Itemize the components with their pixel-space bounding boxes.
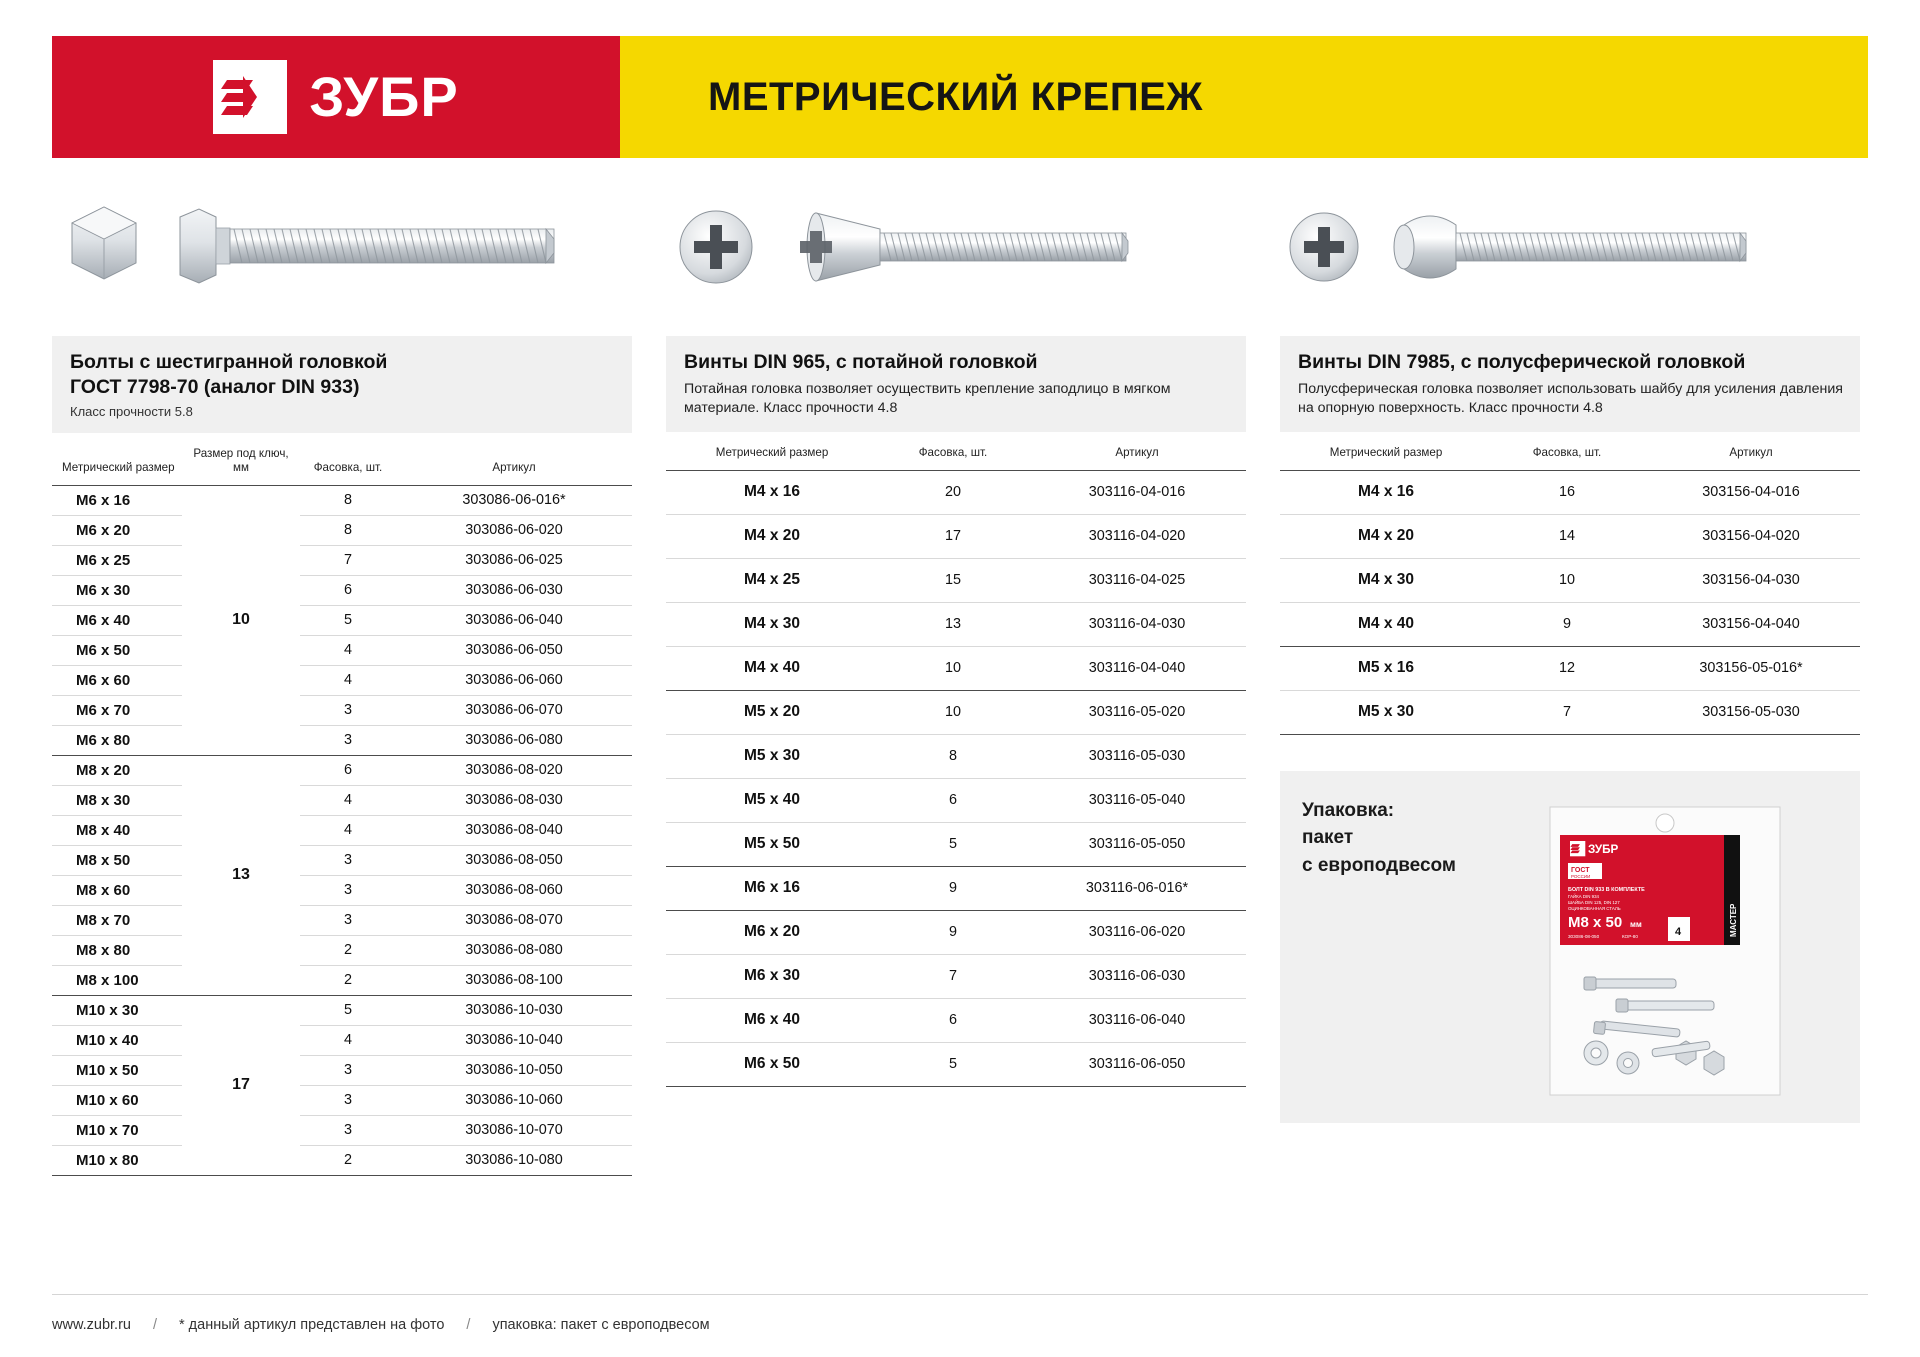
cell-article: 303156-04-020 bbox=[1642, 514, 1860, 558]
cell-pack-qty: 10 bbox=[878, 646, 1028, 690]
svg-text:4: 4 bbox=[1675, 925, 1682, 938]
cell-size: M8 x 20 bbox=[52, 755, 182, 785]
footer-website[interactable]: www.zubr.ru bbox=[52, 1317, 131, 1333]
cell-wrench-size: 13 bbox=[182, 755, 300, 995]
cell-article: 303156-04-040 bbox=[1642, 602, 1860, 646]
cell-pack-qty: 3 bbox=[300, 845, 396, 875]
cell-article: 303116-06-020 bbox=[1028, 910, 1246, 954]
cell-pack-qty: 8 bbox=[300, 515, 396, 545]
cell-size: M6 x 80 bbox=[52, 725, 182, 755]
col-header-pack: Фасовка, шт. bbox=[878, 438, 1028, 470]
table-row bbox=[666, 734, 1246, 778]
cell-size: M6 x 70 bbox=[52, 695, 182, 725]
brand-logo-block bbox=[52, 36, 620, 158]
cell-pack-qty: 7 bbox=[1492, 690, 1642, 734]
table-row bbox=[666, 646, 1246, 690]
table-row bbox=[1280, 646, 1860, 690]
table-row bbox=[52, 545, 632, 575]
cell-pack-qty: 17 bbox=[878, 514, 1028, 558]
cell-size: M10 x 50 bbox=[52, 1055, 182, 1085]
din965-subtitle: Потайная головка позволяет осуществить крепление заподлицо в мягком материале. Класс прочности 4.8 bbox=[684, 380, 1171, 417]
footer-note-photo: * данный артикул представлен на фото bbox=[179, 1317, 445, 1333]
col-header-article: Артикул bbox=[1642, 438, 1860, 470]
cell-article: 303086-08-020 bbox=[396, 755, 632, 785]
table-row bbox=[52, 515, 632, 545]
table-row bbox=[52, 845, 632, 875]
table-header-row bbox=[1280, 438, 1860, 470]
cell-size: M10 x 40 bbox=[52, 1025, 182, 1055]
table-row bbox=[52, 935, 632, 965]
table-row bbox=[666, 514, 1246, 558]
table-row bbox=[666, 998, 1246, 1042]
cell-pack-qty: 3 bbox=[300, 905, 396, 935]
table-row bbox=[666, 690, 1246, 734]
cell-pack-qty: 4 bbox=[300, 635, 396, 665]
table-row bbox=[52, 1055, 632, 1085]
page-title-block bbox=[620, 36, 1868, 158]
cell-size: M6 x 25 bbox=[52, 545, 182, 575]
cell-pack-qty: 6 bbox=[878, 778, 1028, 822]
cell-size: M6 x 50 bbox=[666, 1042, 878, 1086]
cell-size: M5 x 30 bbox=[1280, 690, 1492, 734]
table-row bbox=[666, 602, 1246, 646]
cell-size: M6 x 50 bbox=[52, 635, 182, 665]
cell-size: M4 x 20 bbox=[1280, 514, 1492, 558]
cell-pack-qty: 8 bbox=[878, 734, 1028, 778]
cell-pack-qty: 5 bbox=[878, 1042, 1028, 1086]
cell-article: 303086-08-100 bbox=[396, 965, 632, 995]
table-row bbox=[52, 1115, 632, 1145]
svg-text:ШАЙБА DIN 125, DIN 127: ШАЙБА DIN 125, DIN 127 bbox=[1568, 899, 1620, 905]
hex-head-bolt-photo bbox=[52, 194, 632, 314]
svg-text:303086-08-050: 303086-08-050 bbox=[1568, 933, 1600, 939]
cell-size: M6 x 30 bbox=[666, 954, 878, 998]
cell-size: M8 x 30 bbox=[52, 785, 182, 815]
hex-bolts-strength-class: Класс прочности 5.8 bbox=[70, 403, 193, 419]
cell-article: 303116-04-016 bbox=[1028, 470, 1246, 514]
cell-article: 303086-08-070 bbox=[396, 905, 632, 935]
table-row bbox=[1280, 690, 1860, 734]
cell-pack-qty: 8 bbox=[300, 485, 396, 515]
cell-size: M6 x 40 bbox=[52, 605, 182, 635]
table-row bbox=[52, 1145, 632, 1175]
section-din965-screws bbox=[666, 194, 1246, 1176]
din965-table bbox=[666, 438, 1246, 1086]
table-row bbox=[1280, 470, 1860, 514]
table-row bbox=[666, 866, 1246, 910]
table-header-row bbox=[666, 438, 1246, 470]
cell-size: M5 x 50 bbox=[666, 822, 878, 866]
table-row bbox=[52, 1025, 632, 1055]
cell-pack-qty: 3 bbox=[300, 875, 396, 905]
cell-size: M8 x 50 bbox=[52, 845, 182, 875]
cell-size: M4 x 40 bbox=[1280, 602, 1492, 646]
footer-separator-1: / bbox=[152, 1317, 158, 1333]
cell-size: M8 x 70 bbox=[52, 905, 182, 935]
cell-article: 303086-10-080 bbox=[396, 1145, 632, 1175]
cell-size: M10 x 60 bbox=[52, 1085, 182, 1115]
cell-size: M6 x 16 bbox=[52, 485, 182, 515]
cell-size: M6 x 40 bbox=[666, 998, 878, 1042]
hex-bolts-heading-line2: ГОСТ 7798-70 (аналог DIN 933) bbox=[70, 375, 360, 398]
cell-size: M6 x 60 bbox=[52, 665, 182, 695]
cell-size: M6 x 16 bbox=[666, 866, 878, 910]
hex-bolts-heading-line1: Болты с шестигранной головкой bbox=[70, 351, 388, 373]
cell-article: 303086-08-040 bbox=[396, 815, 632, 845]
cell-article: 303086-06-016* bbox=[396, 485, 632, 515]
cell-size: M4 x 25 bbox=[666, 558, 878, 602]
cell-size: M5 x 20 bbox=[666, 690, 878, 734]
table-row bbox=[52, 695, 632, 725]
table-row bbox=[52, 815, 632, 845]
packaging-photo bbox=[1512, 797, 1840, 1103]
cell-article: 303086-10-050 bbox=[396, 1055, 632, 1085]
col-header-size: Метрический размер bbox=[666, 438, 878, 470]
cell-pack-qty: 10 bbox=[1492, 558, 1642, 602]
cell-article: 303086-10-060 bbox=[396, 1085, 632, 1115]
content-columns bbox=[52, 194, 1868, 1176]
cell-pack-qty: 4 bbox=[300, 1025, 396, 1055]
cell-size: M8 x 80 bbox=[52, 935, 182, 965]
footer-divider bbox=[52, 1294, 1868, 1295]
cell-size: M8 x 100 bbox=[52, 965, 182, 995]
din965-heading: Винты DIN 965, с потайной головкой bbox=[684, 351, 1038, 373]
col-header-article: Артикул bbox=[396, 439, 632, 485]
footer-note-packaging: упаковка: пакет с европодвесом bbox=[492, 1317, 710, 1333]
cell-article: 303116-04-020 bbox=[1028, 514, 1246, 558]
packaging-label-line1: Упаковка: bbox=[1302, 799, 1395, 821]
table-row bbox=[52, 905, 632, 935]
cell-pack-qty: 2 bbox=[300, 965, 396, 995]
cell-article: 303086-08-050 bbox=[396, 845, 632, 875]
cell-size: M10 x 70 bbox=[52, 1115, 182, 1145]
cell-article: 303086-06-050 bbox=[396, 635, 632, 665]
cell-pack-qty: 16 bbox=[1492, 470, 1642, 514]
cell-pack-qty: 12 bbox=[1492, 646, 1642, 690]
table-row bbox=[52, 725, 632, 755]
cell-pack-qty: 4 bbox=[300, 665, 396, 695]
col-header-size: Метрический размер bbox=[1280, 438, 1492, 470]
cell-pack-qty: 6 bbox=[878, 998, 1028, 1042]
hex-bolts-table bbox=[52, 439, 632, 1176]
cell-article: 303086-06-040 bbox=[396, 605, 632, 635]
din7985-table bbox=[1280, 438, 1860, 734]
svg-text:МАСТЕР: МАСТЕР bbox=[1729, 903, 1738, 937]
cell-size: M4 x 16 bbox=[1280, 470, 1492, 514]
cell-pack-qty: 3 bbox=[300, 1085, 396, 1115]
col-header-size: Метрический размер bbox=[52, 439, 182, 485]
hex-bolts-panel bbox=[52, 336, 632, 433]
table-row bbox=[52, 575, 632, 605]
cell-pack-qty: 7 bbox=[300, 545, 396, 575]
cell-pack-qty: 7 bbox=[878, 954, 1028, 998]
cell-article: 303116-06-030 bbox=[1028, 954, 1246, 998]
col-header-wrench: Размер под ключ, мм bbox=[182, 439, 300, 485]
svg-text:M8 x 50: M8 x 50 bbox=[1568, 913, 1623, 931]
table-row bbox=[1280, 602, 1860, 646]
table-row bbox=[52, 605, 632, 635]
table-row bbox=[52, 875, 632, 905]
svg-text:ГАЙКА DIN 934: ГАЙКА DIN 934 bbox=[1568, 893, 1599, 899]
svg-text:ГОСТ: ГОСТ bbox=[1571, 866, 1590, 874]
cell-pack-qty: 10 bbox=[878, 690, 1028, 734]
page-title: МЕТРИЧЕСКИЙ КРЕПЕЖ bbox=[708, 74, 1203, 119]
svg-text:КОР-80: КОР-80 bbox=[1622, 933, 1638, 939]
cell-article: 303086-08-030 bbox=[396, 785, 632, 815]
table-row bbox=[666, 778, 1246, 822]
cell-pack-qty: 6 bbox=[300, 755, 396, 785]
table-row bbox=[52, 1085, 632, 1115]
table-row bbox=[666, 910, 1246, 954]
cell-pack-qty: 9 bbox=[878, 866, 1028, 910]
cell-pack-qty: 9 bbox=[1492, 602, 1642, 646]
din7985-heading: Винты DIN 7985, с полусферической головкой bbox=[1298, 351, 1746, 373]
din7985-subtitle: Полусферическая головка позволяет использовать шайбу для усиления давления на опорную поверхность. Класс прочности 4.8 bbox=[1298, 380, 1843, 417]
cell-size: M4 x 16 bbox=[666, 470, 878, 514]
cell-article: 303116-05-020 bbox=[1028, 690, 1246, 734]
zubr-arrow-icon bbox=[213, 60, 287, 134]
cell-size: M5 x 40 bbox=[666, 778, 878, 822]
table-row bbox=[52, 755, 632, 785]
table-row bbox=[1280, 514, 1860, 558]
cell-article: 303116-06-040 bbox=[1028, 998, 1246, 1042]
svg-text:РОССИИ: РОССИИ bbox=[1571, 873, 1591, 879]
cell-article: 303156-05-016* bbox=[1642, 646, 1860, 690]
table-header-row bbox=[52, 439, 632, 485]
cell-article: 303086-10-070 bbox=[396, 1115, 632, 1145]
cell-article: 303116-04-025 bbox=[1028, 558, 1246, 602]
cell-pack-qty: 4 bbox=[300, 785, 396, 815]
cell-size: M4 x 40 bbox=[666, 646, 878, 690]
col-header-article: Артикул bbox=[1028, 438, 1246, 470]
cell-article: 303086-08-080 bbox=[396, 935, 632, 965]
cell-size: M10 x 30 bbox=[52, 995, 182, 1025]
cell-article: 303116-05-040 bbox=[1028, 778, 1246, 822]
cell-pack-qty: 5 bbox=[878, 822, 1028, 866]
cell-pack-qty: 5 bbox=[300, 995, 396, 1025]
table-row bbox=[666, 954, 1246, 998]
cell-article: 303086-06-080 bbox=[396, 725, 632, 755]
table-row bbox=[52, 635, 632, 665]
cell-article: 303156-04-016 bbox=[1642, 470, 1860, 514]
cell-size: M5 x 30 bbox=[666, 734, 878, 778]
table-row bbox=[666, 822, 1246, 866]
cell-article: 303086-06-060 bbox=[396, 665, 632, 695]
cell-article: 303086-10-030 bbox=[396, 995, 632, 1025]
table-row bbox=[1280, 558, 1860, 602]
cell-size: M10 x 80 bbox=[52, 1145, 182, 1175]
cell-pack-qty: 20 bbox=[878, 470, 1028, 514]
svg-text:мм: мм bbox=[1630, 919, 1642, 929]
page-footer bbox=[52, 1317, 710, 1333]
cell-pack-qty: 4 bbox=[300, 815, 396, 845]
cell-size: M4 x 30 bbox=[666, 602, 878, 646]
cell-pack-qty: 2 bbox=[300, 1145, 396, 1175]
cell-size: M6 x 20 bbox=[52, 515, 182, 545]
footer-separator-2: / bbox=[466, 1317, 471, 1333]
din7985-panel bbox=[1280, 336, 1860, 432]
table-row bbox=[52, 485, 632, 515]
pan-head-screw-photo bbox=[1280, 194, 1860, 314]
table-row bbox=[666, 470, 1246, 514]
cell-size: M6 x 30 bbox=[52, 575, 182, 605]
cell-article: 303086-06-030 bbox=[396, 575, 632, 605]
cell-article: 303086-10-040 bbox=[396, 1025, 632, 1055]
cell-pack-qty: 3 bbox=[300, 1115, 396, 1145]
packaging-box bbox=[1280, 771, 1860, 1123]
cell-size: M6 x 20 bbox=[666, 910, 878, 954]
cell-pack-qty: 14 bbox=[1492, 514, 1642, 558]
cell-article: 303116-04-040 bbox=[1028, 646, 1246, 690]
cell-wrench-size: 10 bbox=[182, 485, 300, 755]
table-row bbox=[52, 785, 632, 815]
table-row bbox=[666, 1042, 1246, 1086]
page-header bbox=[52, 36, 1868, 158]
section-din7985-screws bbox=[1280, 194, 1860, 1176]
packaging-label-line3: с европодвесом bbox=[1302, 854, 1456, 876]
svg-text:ЗУБР: ЗУБР bbox=[1588, 842, 1619, 856]
cell-size: M8 x 60 bbox=[52, 875, 182, 905]
section-hex-bolts bbox=[52, 194, 632, 1176]
cell-article: 303086-06-025 bbox=[396, 545, 632, 575]
cell-pack-qty: 15 bbox=[878, 558, 1028, 602]
cell-pack-qty: 13 bbox=[878, 602, 1028, 646]
brand-name: ЗУБР bbox=[309, 65, 459, 128]
cell-pack-qty: 3 bbox=[300, 725, 396, 755]
cell-article: 303116-05-050 bbox=[1028, 822, 1246, 866]
table-row bbox=[52, 965, 632, 995]
table-row bbox=[52, 995, 632, 1025]
cell-article: 303116-06-016* bbox=[1028, 866, 1246, 910]
countersunk-screw-photo bbox=[666, 194, 1246, 314]
cell-article: 303116-05-030 bbox=[1028, 734, 1246, 778]
cell-pack-qty: 6 bbox=[300, 575, 396, 605]
cell-article: 303116-06-050 bbox=[1028, 1042, 1246, 1086]
cell-size: M5 x 16 bbox=[1280, 646, 1492, 690]
col-header-pack: Фасовка, шт. bbox=[300, 439, 396, 485]
svg-text:ОЦИНКОВАННАЯ СТАЛЬ: ОЦИНКОВАННАЯ СТАЛЬ bbox=[1568, 905, 1621, 911]
cell-size: M8 x 40 bbox=[52, 815, 182, 845]
cell-article: 303156-04-030 bbox=[1642, 558, 1860, 602]
svg-text:БОЛТ DIN 933 В КОМПЛЕКТЕ: БОЛТ DIN 933 В КОМПЛЕКТЕ bbox=[1568, 886, 1645, 893]
packaging-label bbox=[1302, 797, 1512, 1103]
cell-pack-qty: 3 bbox=[300, 1055, 396, 1085]
packaging-label-line2: пакет bbox=[1302, 827, 1354, 849]
col-header-pack: Фасовка, шт. bbox=[1492, 438, 1642, 470]
cell-article: 303086-08-060 bbox=[396, 875, 632, 905]
cell-article: 303116-04-030 bbox=[1028, 602, 1246, 646]
cell-size: M4 x 30 bbox=[1280, 558, 1492, 602]
cell-pack-qty: 9 bbox=[878, 910, 1028, 954]
cell-size: M4 x 20 bbox=[666, 514, 878, 558]
cell-pack-qty: 5 bbox=[300, 605, 396, 635]
cell-article: 303156-05-030 bbox=[1642, 690, 1860, 734]
table-row bbox=[52, 665, 632, 695]
cell-pack-qty: 2 bbox=[300, 935, 396, 965]
cell-pack-qty: 3 bbox=[300, 695, 396, 725]
din965-panel bbox=[666, 336, 1246, 432]
cell-article: 303086-06-020 bbox=[396, 515, 632, 545]
cell-article: 303086-06-070 bbox=[396, 695, 632, 725]
cell-wrench-size: 17 bbox=[182, 995, 300, 1175]
table-row bbox=[666, 558, 1246, 602]
